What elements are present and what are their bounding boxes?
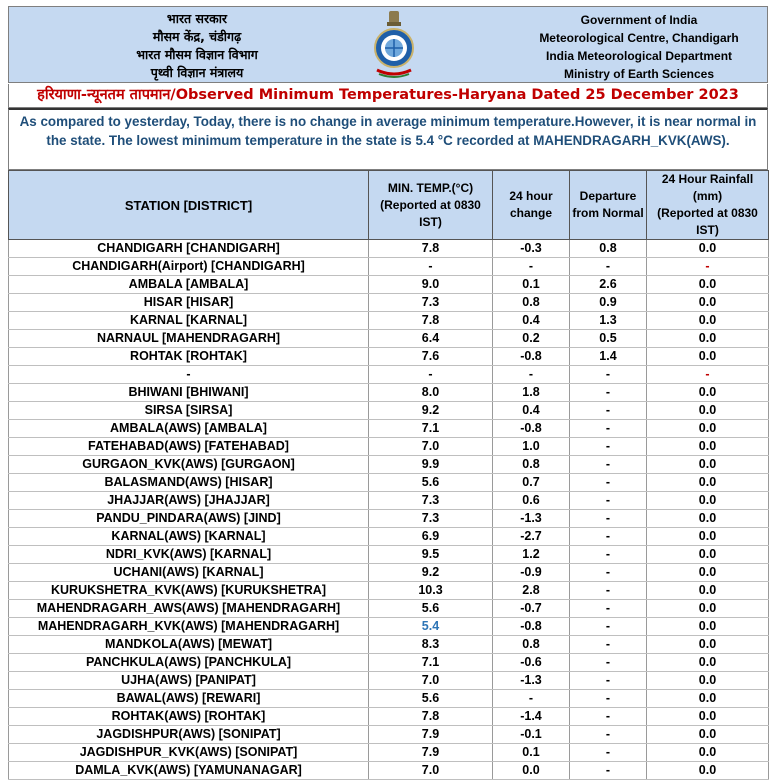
- change-cell: -1.3: [493, 672, 570, 690]
- rainfall-cell: 0.0: [647, 330, 769, 348]
- english-line: India Meteorological Department: [545, 49, 733, 63]
- rainfall-cell: 0.0: [647, 762, 769, 780]
- min-temp-cell: 7.6: [369, 348, 493, 366]
- change-cell: 0.1: [493, 276, 570, 294]
- min-temp-cell: -: [369, 366, 493, 384]
- departure-cell: -: [570, 546, 647, 564]
- change-cell: -0.6: [493, 654, 570, 672]
- min-temp-cell: 8.0: [369, 384, 493, 402]
- station-cell: MAHENDRAGARH_KVK(AWS) [MAHENDRAGARH]: [9, 618, 369, 636]
- rainfall-cell: 0.0: [647, 348, 769, 366]
- rainfall-cell: 0.0: [647, 312, 769, 330]
- table-row: [9, 600, 769, 618]
- temperature-table: [8, 170, 769, 780]
- table-row: [9, 726, 769, 744]
- rainfall-cell: 0.0: [647, 294, 769, 312]
- min-temp-cell: 6.9: [369, 528, 493, 546]
- change-cell: 0.8: [493, 636, 570, 654]
- rainfall-cell: 0.0: [647, 708, 769, 726]
- table-row: [9, 384, 769, 402]
- change-cell: 0.4: [493, 402, 570, 420]
- min-temp-cell: 9.0: [369, 276, 493, 294]
- departure-cell: -: [570, 528, 647, 546]
- column-header-rainfall: 24 Hour Rainfall (mm) (Reported at 0830 IST): [647, 171, 769, 240]
- min-temp-cell: 7.0: [369, 672, 493, 690]
- departure-cell: -: [570, 474, 647, 492]
- rainfall-cell: 0.0: [647, 600, 769, 618]
- table-row: [9, 402, 769, 420]
- min-temp-cell: 9.9: [369, 456, 493, 474]
- table-row: [9, 744, 769, 762]
- min-temp-cell: 7.3: [369, 492, 493, 510]
- change-cell: 0.8: [493, 456, 570, 474]
- min-temp-cell: 10.3: [369, 582, 493, 600]
- station-cell: ROHTAK(AWS) [ROHTAK]: [9, 708, 369, 726]
- station-cell: FATEHABAD(AWS) [FATEHABAD]: [9, 438, 369, 456]
- table-row: [9, 474, 769, 492]
- station-cell: KURUKSHETRA_KVK(AWS) [KURUKSHETRA]: [9, 582, 369, 600]
- min-temp-cell: 7.9: [369, 726, 493, 744]
- table-header-row: [9, 171, 769, 240]
- rainfall-cell: 0.0: [647, 474, 769, 492]
- station-cell: PANCHKULA(AWS) [PANCHKULA]: [9, 654, 369, 672]
- min-temp-cell: 9.5: [369, 546, 493, 564]
- rainfall-cell: 0.0: [647, 636, 769, 654]
- change-cell: -0.9: [493, 564, 570, 582]
- change-cell: 2.8: [493, 582, 570, 600]
- table-row: [9, 528, 769, 546]
- departure-cell: -: [570, 564, 647, 582]
- departure-cell: -: [570, 744, 647, 762]
- english-line: Ministry of Earth Sciences: [563, 67, 715, 81]
- change-cell: 0.8: [493, 294, 570, 312]
- departure-cell: -: [570, 366, 647, 384]
- change-cell: -: [493, 690, 570, 708]
- station-cell: UJHA(AWS) [PANIPAT]: [9, 672, 369, 690]
- departure-cell: -: [570, 654, 647, 672]
- column-header-departure: Departure from Normal: [570, 171, 647, 240]
- table-row: [9, 618, 769, 636]
- change-cell: -1.3: [493, 510, 570, 528]
- table-row: [9, 348, 769, 366]
- change-cell: 1.2: [493, 546, 570, 564]
- rainfall-cell: 0.0: [647, 384, 769, 402]
- min-temp-cell: 7.3: [369, 510, 493, 528]
- station-cell: BHIWANI [BHIWANI]: [9, 384, 369, 402]
- table-row: [9, 546, 769, 564]
- table-row: [9, 258, 769, 276]
- station-cell: HISAR [HISAR]: [9, 294, 369, 312]
- rainfall-cell: 0.0: [647, 456, 769, 474]
- departure-cell: 0.5: [570, 330, 647, 348]
- table-row: [9, 276, 769, 294]
- change-cell: 0.7: [493, 474, 570, 492]
- table-row: [9, 582, 769, 600]
- rainfall-cell: 0.0: [647, 528, 769, 546]
- table-row: [9, 492, 769, 510]
- hindi-line: भारत मौसम विज्ञान विभाग: [136, 47, 258, 62]
- departure-cell: -: [570, 726, 647, 744]
- change-cell: 0.6: [493, 492, 570, 510]
- change-cell: 0.0: [493, 762, 570, 780]
- departure-cell: -: [570, 708, 647, 726]
- station-cell: SIRSA [SIRSA]: [9, 402, 369, 420]
- hindi-line: पृथ्वी विज्ञान मंत्रालय: [150, 65, 244, 80]
- change-cell: 1.8: [493, 384, 570, 402]
- table-row: [9, 564, 769, 582]
- station-cell: DAMLA_KVK(AWS) [YAMUNANAGAR]: [9, 762, 369, 780]
- hindi-line: भारत सरकार: [166, 11, 228, 26]
- min-temp-cell: 7.8: [369, 240, 493, 258]
- hindi-line: मौसम केंद्र, चंडीगढ़: [152, 29, 242, 44]
- table-row: [9, 636, 769, 654]
- departure-cell: 1.4: [570, 348, 647, 366]
- rainfall-cell: 0.0: [647, 420, 769, 438]
- departure-cell: -: [570, 438, 647, 456]
- rainfall-cell: 0.0: [647, 726, 769, 744]
- hindi-agency-block: [87, 10, 307, 82]
- departure-cell: -: [570, 672, 647, 690]
- station-cell: UCHANI(AWS) [KARNAL]: [9, 564, 369, 582]
- change-cell: -2.7: [493, 528, 570, 546]
- departure-cell: -: [570, 402, 647, 420]
- rainfall-cell: 0.0: [647, 564, 769, 582]
- rainfall-cell: 0.0: [647, 744, 769, 762]
- min-temp-cell: 7.0: [369, 762, 493, 780]
- departure-cell: 2.6: [570, 276, 647, 294]
- column-header-min-temp: MIN. TEMP.(°C) (Reported at 0830 IST): [369, 171, 493, 240]
- departure-cell: -: [570, 420, 647, 438]
- column-header-station: STATION [DISTRICT]: [9, 171, 369, 240]
- rainfall-cell: 0.0: [647, 546, 769, 564]
- rainfall-cell: 0.0: [647, 690, 769, 708]
- station-cell: AMBALA(AWS) [AMBALA]: [9, 420, 369, 438]
- departure-cell: -: [570, 600, 647, 618]
- rainfall-cell: 0.0: [647, 276, 769, 294]
- departure-cell: -: [570, 636, 647, 654]
- change-cell: 0.2: [493, 330, 570, 348]
- station-cell: NARNAUL [MAHENDRAGARH]: [9, 330, 369, 348]
- min-temp-cell: 7.1: [369, 420, 493, 438]
- rainfall-cell: 0.0: [647, 438, 769, 456]
- report-header: [8, 6, 768, 83]
- rainfall-cell: 0.0: [647, 492, 769, 510]
- departure-cell: -: [570, 258, 647, 276]
- table-row: [9, 510, 769, 528]
- departure-cell: -: [570, 582, 647, 600]
- min-temp-cell: 7.0: [369, 438, 493, 456]
- english-line: Meteorological Centre, Chandigarh: [539, 31, 739, 45]
- min-temp-cell: -: [369, 258, 493, 276]
- station-cell: MAHENDRAGARH_AWS(AWS) [MAHENDRAGARH]: [9, 600, 369, 618]
- min-temp-cell: 9.2: [369, 402, 493, 420]
- rainfall-cell: 0.0: [647, 672, 769, 690]
- min-temp-cell: 7.8: [369, 708, 493, 726]
- min-temp-cell: 5.6: [369, 690, 493, 708]
- departure-cell: -: [570, 456, 647, 474]
- table-row: [9, 672, 769, 690]
- rainfall-cell: -: [647, 366, 769, 384]
- change-cell: -: [493, 258, 570, 276]
- table-row: [9, 654, 769, 672]
- station-cell: -: [9, 366, 369, 384]
- station-cell: ROHTAK [ROHTAK]: [9, 348, 369, 366]
- rainfall-cell: 0.0: [647, 618, 769, 636]
- rainfall-cell: 0.0: [647, 654, 769, 672]
- min-temp-cell: 7.3: [369, 294, 493, 312]
- min-temp-cell: 5.6: [369, 600, 493, 618]
- change-cell: 0.4: [493, 312, 570, 330]
- table-row: [9, 438, 769, 456]
- change-cell: -1.4: [493, 708, 570, 726]
- min-temp-cell: 7.9: [369, 744, 493, 762]
- departure-cell: -: [570, 690, 647, 708]
- table-row: [9, 294, 769, 312]
- imd-emblem-icon: [369, 10, 419, 80]
- change-cell: -: [493, 366, 570, 384]
- station-cell: GURGAON_KVK(AWS) [GURGAON]: [9, 456, 369, 474]
- change-cell: -0.8: [493, 348, 570, 366]
- table-row: [9, 456, 769, 474]
- departure-cell: -: [570, 762, 647, 780]
- table-row: [9, 330, 769, 348]
- table-row: [9, 708, 769, 726]
- change-cell: -0.3: [493, 240, 570, 258]
- station-cell: CHANDIGARH(Airport) [CHANDIGARH]: [9, 258, 369, 276]
- min-temp-cell: 5.4: [369, 618, 493, 636]
- table-row: [9, 762, 769, 780]
- min-temp-cell: 6.4: [369, 330, 493, 348]
- station-cell: AMBALA [AMBALA]: [9, 276, 369, 294]
- english-line: Government of India: [580, 13, 698, 27]
- rainfall-cell: 0.0: [647, 240, 769, 258]
- table-row: [9, 420, 769, 438]
- station-cell: BAWAL(AWS) [REWARI]: [9, 690, 369, 708]
- min-temp-cell: 8.3: [369, 636, 493, 654]
- table-row: [9, 366, 769, 384]
- table-row: [9, 312, 769, 330]
- station-cell: BALASMAND(AWS) [HISAR]: [9, 474, 369, 492]
- min-temp-cell: 7.8: [369, 312, 493, 330]
- station-cell: KARNAL(AWS) [KARNAL]: [9, 528, 369, 546]
- departure-cell: 0.9: [570, 294, 647, 312]
- station-cell: CHANDIGARH [CHANDIGARH]: [9, 240, 369, 258]
- departure-cell: 0.8: [570, 240, 647, 258]
- rainfall-cell: -: [647, 258, 769, 276]
- station-cell: NDRI_KVK(AWS) [KARNAL]: [9, 546, 369, 564]
- departure-cell: -: [570, 384, 647, 402]
- change-cell: 0.1: [493, 744, 570, 762]
- station-cell: MANDKOLA(AWS) [MEWAT]: [9, 636, 369, 654]
- rainfall-cell: 0.0: [647, 582, 769, 600]
- station-cell: PANDU_PINDARA(AWS) [JIND]: [9, 510, 369, 528]
- english-agency-block: [524, 11, 754, 83]
- min-temp-cell: 7.1: [369, 654, 493, 672]
- table-body: [9, 240, 769, 780]
- station-cell: JAGDISHPUR_KVK(AWS) [SONIPAT]: [9, 744, 369, 762]
- table-row: [9, 690, 769, 708]
- station-cell: JAGDISHPUR(AWS) [SONIPAT]: [9, 726, 369, 744]
- departure-cell: -: [570, 618, 647, 636]
- station-cell: KARNAL [KARNAL]: [9, 312, 369, 330]
- change-cell: -0.8: [493, 618, 570, 636]
- table-row: [9, 240, 769, 258]
- change-cell: -0.8: [493, 420, 570, 438]
- summary-text: As compared to yesterday, Today, there is no change in average minimum temperature.However, it is near normal in the state. The lowest minimum temperature in the state is 5.4 °C recorded at MAHENDRAGARH_KVK(AWS).: [8, 108, 768, 170]
- change-cell: -0.1: [493, 726, 570, 744]
- departure-cell: 1.3: [570, 312, 647, 330]
- column-header-change: 24 hour change: [493, 171, 570, 240]
- report-title: हरियाणा-न्यूनतम तापमान/Observed Minimum Temperatures-Haryana Dated 25 December 2023: [8, 84, 768, 108]
- rainfall-cell: 0.0: [647, 402, 769, 420]
- change-cell: 1.0: [493, 438, 570, 456]
- departure-cell: -: [570, 492, 647, 510]
- change-cell: -0.7: [493, 600, 570, 618]
- departure-cell: -: [570, 510, 647, 528]
- station-cell: JHAJJAR(AWS) [JHAJJAR]: [9, 492, 369, 510]
- min-temp-cell: 5.6: [369, 474, 493, 492]
- min-temp-cell: 9.2: [369, 564, 493, 582]
- rainfall-cell: 0.0: [647, 510, 769, 528]
